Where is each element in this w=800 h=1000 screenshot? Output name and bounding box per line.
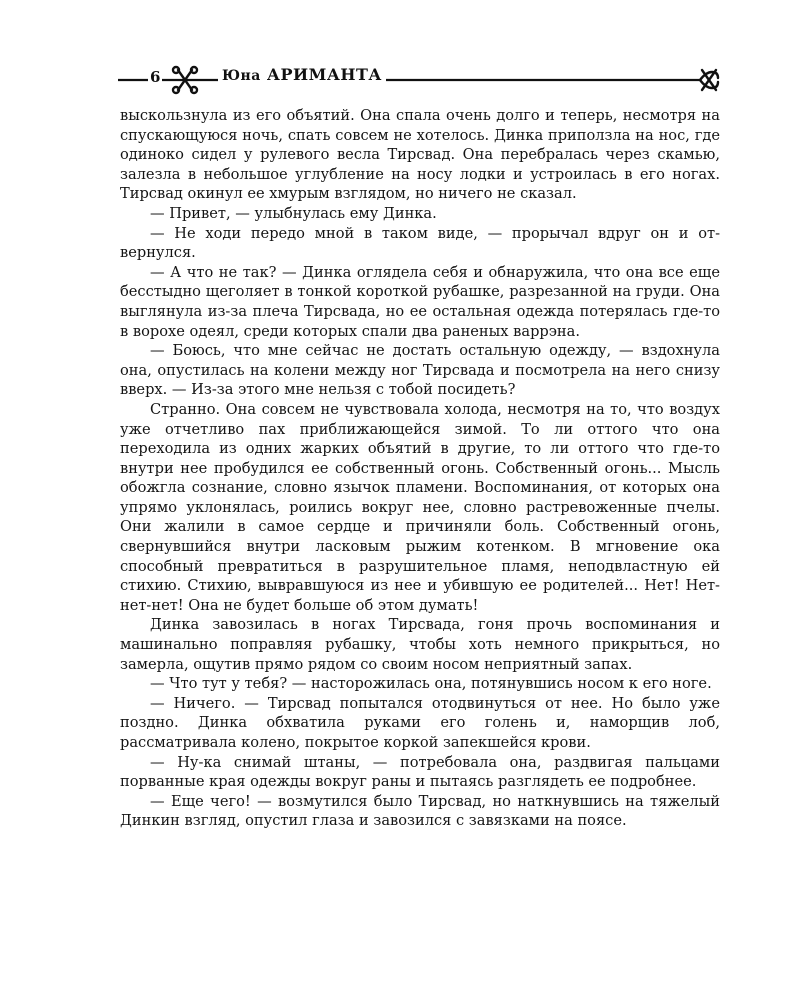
paragraph: — Боюсь, что мне сейчас не достать остальную одежду, — вздохнула она, опустилась на колени между ног Тирсвада и посмотрела на него снизу вверх. — Из-за этого мне нельзя с тобой посидеть?: [120, 342, 720, 399]
paragraph: — Не ходи передо мной в таком виде, — прорычал вдруг он и отвернулся.: [120, 224, 720, 262]
paragraph: — Ничего. — Тирсвад попытался отодвинуться от нее. Но было уже поздно. Динка обхватила руками его голень и, наморщив лоб, рассматривала колено, покрытое коркой запекшейся крови.: [120, 694, 720, 751]
running-title: [218, 65, 386, 84]
paragraph: — Еще чего! — возмутился было Тирсвад, но наткнувшись на тяжелый Динкин взгляд, опустил глаза и завозился с завязками на поясе.: [120, 792, 720, 830]
book-title: АРИМАНТА: [266, 65, 382, 84]
knot-ornament-right-icon: [700, 70, 718, 90]
running-header: [118, 58, 723, 98]
author-name: Юна: [222, 68, 261, 84]
paragraph: — Привет, — улыбнулась ему Динка.: [150, 204, 437, 222]
body-text: [120, 106, 720, 831]
header-rule-ornament: [118, 58, 723, 98]
paragraph: выскользнула из его объятий. Она спала очень долго и теперь, несмотря на спускающуюся ночь, спать совсем не хотелось. Динка приползла на нос, где одиноко сидел у рулевого весла Тирсвад. Она перебралась через скамью, залезла в небольшое углубление на носу лодки и устроилась в его ногах. Тирсвад окинул ее хмурым взглядом, но ничего не сказал.: [120, 107, 720, 203]
paragraph: Динка завозилась в ногах Тирсвада, гоня прочь воспоминания и машинально поправляя рубашку, чтобы хоть немного прикрыться, но замерла, ощутив прямо рядом со своим носом неприятный запах.: [120, 616, 720, 673]
paragraph: — Что тут у тебя? — насторожилась она, потянувшись носом к его ноге.: [150, 675, 712, 693]
page-number: 6: [150, 68, 161, 86]
paragraph: Странно. Она совсем не чувствовала холода, несмотря на то, что воздух уже отчетливо пах приближающейся зимой. То ли оттого что она переходила из одних жарких объятий в другие, то ли оттого что где-то внутри нее пробудился ее собственный огонь. Собственный огонь... Мысль обожгла сознание, словно язычок пламени. Воспоминания, от которых она упрямо уклонялась, роились вокруг нее, словно растревоженные пчелы. Они жалили в самое сердце и причиняли боль. Собственный огонь, свернувшийся внутри ласковым рыжим котенком. В мгновение ока способный превратиться в разрушительное пламя, неподвластную ей стихию. Стихию, вывравшуюся из нее и убившую ее родителей... Нет! Нет-нет-нет! Она не будет больше об этом думать!: [120, 400, 720, 614]
paragraph: — А что не так? — Динка оглядела себя и обнаружила, что она все еще бесстыдно щеголяет в тонкой короткой рубашке, разрезанной на груди. Она выглянула из-за плеча Тирсвада, но ее остальная одежда потерялась где-то в ворохе одеял, среди которых спали два раненых варрэна.: [120, 263, 720, 340]
paragraph: — Ну-ка снимай штаны, — потребовала она, раздвигая пальцами порванные края одежды вокруг раны и пытаясь разглядеть ее подробнее.: [120, 753, 720, 791]
